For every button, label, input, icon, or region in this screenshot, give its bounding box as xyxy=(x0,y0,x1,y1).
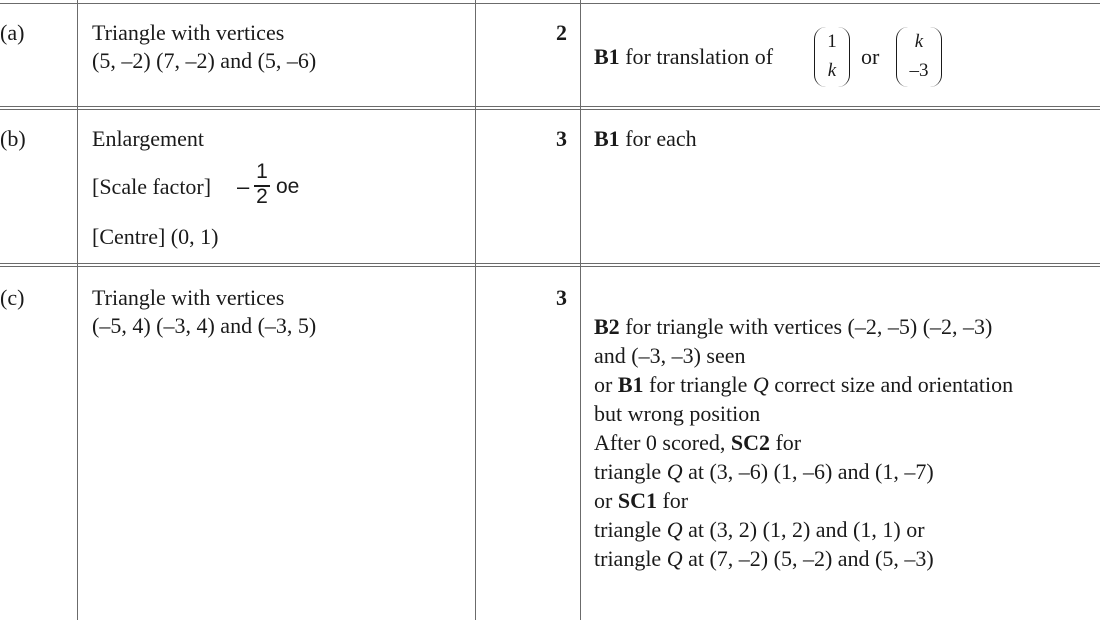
centre-line: [Centre] (0, 1) xyxy=(92,224,219,249)
mark-code: B1 xyxy=(594,126,620,151)
vector-top: 1 xyxy=(827,31,837,52)
answer-line: Triangle with vertices xyxy=(92,285,285,310)
mark-code: B1 xyxy=(617,372,644,397)
mark-code: SC1 xyxy=(617,488,657,513)
guidance-note: B1 for translation of xyxy=(594,44,774,69)
or-text: or xyxy=(861,44,880,69)
mark-code: SC2 xyxy=(730,430,770,455)
guidance-note: B1 for each xyxy=(594,126,697,151)
scale-factor-fraction xyxy=(254,161,270,211)
guidance-line: triangle Q at (7, –2) (5, –2) and (5, –3) xyxy=(594,546,934,571)
row-divider-b-c xyxy=(0,263,1100,264)
vector-bottom: –3 xyxy=(909,60,929,81)
mark-value: 3 xyxy=(556,126,567,151)
column-divider-part xyxy=(77,0,78,620)
part-label: (a) xyxy=(0,20,25,45)
guidance-line: or B1 for triangle Q correct size and orientation xyxy=(594,372,1014,397)
answer-line: Enlargement xyxy=(92,126,204,151)
table-top-border xyxy=(0,3,1100,4)
scale-factor-sign: – xyxy=(237,174,250,199)
answer-line: (–5, 4) (–3, 4) and (–3, 5) xyxy=(92,313,317,338)
answer-line: Triangle with vertices xyxy=(92,20,285,45)
mark-code: B1 xyxy=(594,44,620,69)
vector-top: k xyxy=(914,31,924,52)
column-vector xyxy=(814,27,850,87)
guidance-line: but wrong position xyxy=(594,401,761,426)
column-vector xyxy=(896,27,942,87)
guidance-line: B2 for triangle with vertices (–2, –5) (–2, –3) xyxy=(594,314,993,339)
guidance-line: triangle Q at (3, 2) (1, 2) and (1, 1) or xyxy=(594,517,925,542)
mark-value: 2 xyxy=(556,20,567,45)
guidance-line: or SC1 for xyxy=(594,488,689,513)
guidance-line: and (–3, –3) seen xyxy=(594,343,746,368)
scale-factor-oe: oe xyxy=(276,175,300,198)
scale-factor-label: [Scale factor] xyxy=(92,174,212,199)
guidance-line: triangle Q at (3, –6) (1, –6) and (1, –7) xyxy=(594,459,934,484)
part-label: (b) xyxy=(0,126,26,151)
part-label: (c) xyxy=(0,285,25,310)
column-divider-answer xyxy=(475,0,476,620)
column-divider-mark xyxy=(580,0,581,620)
row-divider-a-b xyxy=(0,106,1100,107)
fraction-numerator: 1 xyxy=(256,160,268,183)
guidance-line: After 0 scored, SC2 for xyxy=(594,430,802,455)
fraction-denominator: 2 xyxy=(256,185,268,208)
answer-line: (5, –2) (7, –2) and (5, –6) xyxy=(92,48,317,73)
mark-value: 3 xyxy=(556,285,567,310)
mark-code: B2 xyxy=(594,314,620,339)
vector-bottom: k xyxy=(827,60,837,81)
